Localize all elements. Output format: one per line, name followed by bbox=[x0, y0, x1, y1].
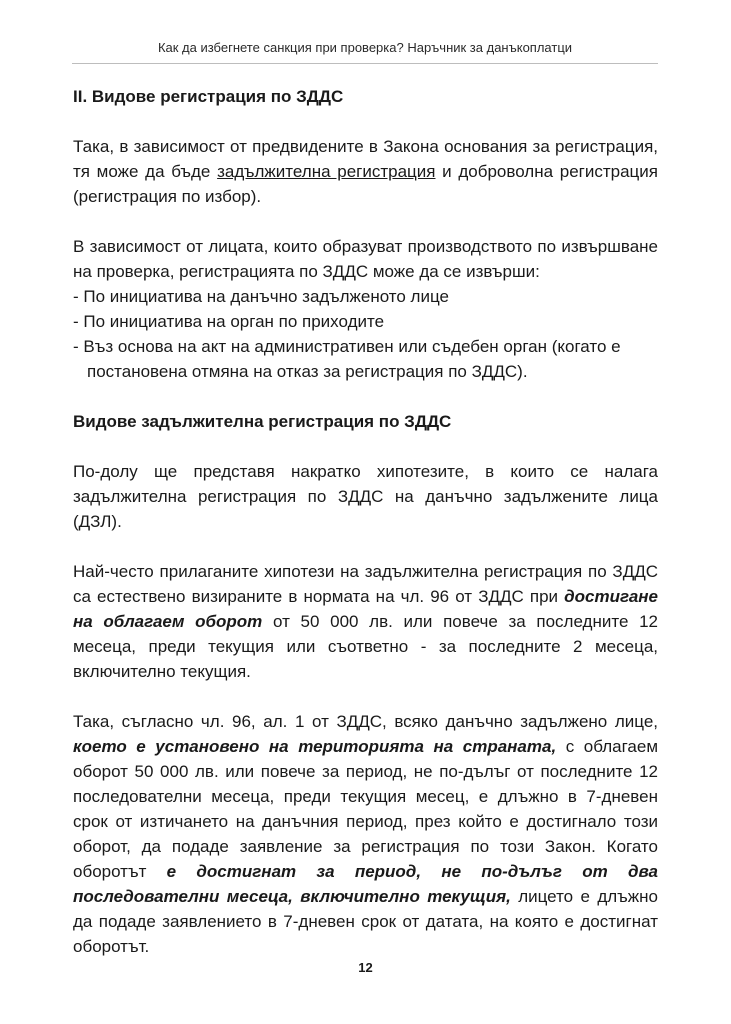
paragraph-initiators: В зависимост от лицата, които образуват производството по извършване на проверка, регистрацията по ЗДДС може да се извърши: bbox=[73, 237, 658, 281]
mandatory-registration-underlined: задължителна регистрация bbox=[217, 162, 436, 181]
running-header: Как да избегнете санкция при проверка? Наръчник за данъкоплатци bbox=[72, 40, 658, 64]
paragraph-turnover: Най-често прилаганите хипотези на задължителна регистрация по ЗДДС са естествено визираните в нормата на чл. 96 от ЗДДС при достигане на облагаем оборот от 50 000 лв. или повече за последните 12 месеца, преди текущия или съответно - за последните 2 месеца, включително текущия. bbox=[73, 562, 658, 681]
emphasis-territory: което е установено на територията на страната, bbox=[73, 737, 557, 756]
page-body bbox=[73, 84, 658, 984]
list-item: - По инициатива на орган по приходите bbox=[73, 312, 385, 331]
paragraph-hypotheses: По-долу ще представя накратко хипотезите, в които се налага задължителна регистрация по ЗДДС на данъчно задължените лица (ДЗЛ). bbox=[73, 462, 658, 531]
section-title: II. Видове регистрация по ЗДДС bbox=[73, 87, 344, 106]
list-item: - По инициатива на данъчно задълженото лице bbox=[73, 287, 449, 306]
paragraph-registration-types: Така, в зависимост от предвидените в Закона основания за регистрация, тя може да бъде задължителна регистрация и доброволна регистрация (регистрация по избор). bbox=[73, 137, 658, 206]
paragraph-art96: Така, съгласно чл. 96, ал. 1 от ЗДДС, всяко данъчно задължено лице, което е установено на територията на страната, с облагаем оборот 50 000 лв. или повече за период, не по-дълъг от последните 12 последователни месеца, преди текущия месец, е длъжно в 7-дневен срок от изтичането на данъчния период, през който е достигнало този оборот, да подаде заявление за регистрация по този Закон. Когато оборотът е достигнат за период, не по-дълъг от два последователни месеца, включително текущия, лицето е длъжно да подаде заявлението в 7-дневен срок от датата, на която е достигнат оборотът. bbox=[73, 712, 659, 956]
initiator-list bbox=[73, 284, 658, 384]
emphasis-two-months: е достигнат за период, не по-дълъг от два последователни месеца, включително текущия, bbox=[73, 862, 658, 906]
page-number: 12 bbox=[358, 960, 373, 975]
emphasis-taxable-turnover: достигане на облагаем оборот bbox=[73, 587, 658, 631]
list-item: - Въз основа на акт на административен или съдебен орган (когато е постановена отмяна на отказ за регистрация по ЗДДС). bbox=[73, 337, 621, 381]
subsection-title: Видове задължителна регистрация по ЗДДС bbox=[73, 412, 452, 431]
